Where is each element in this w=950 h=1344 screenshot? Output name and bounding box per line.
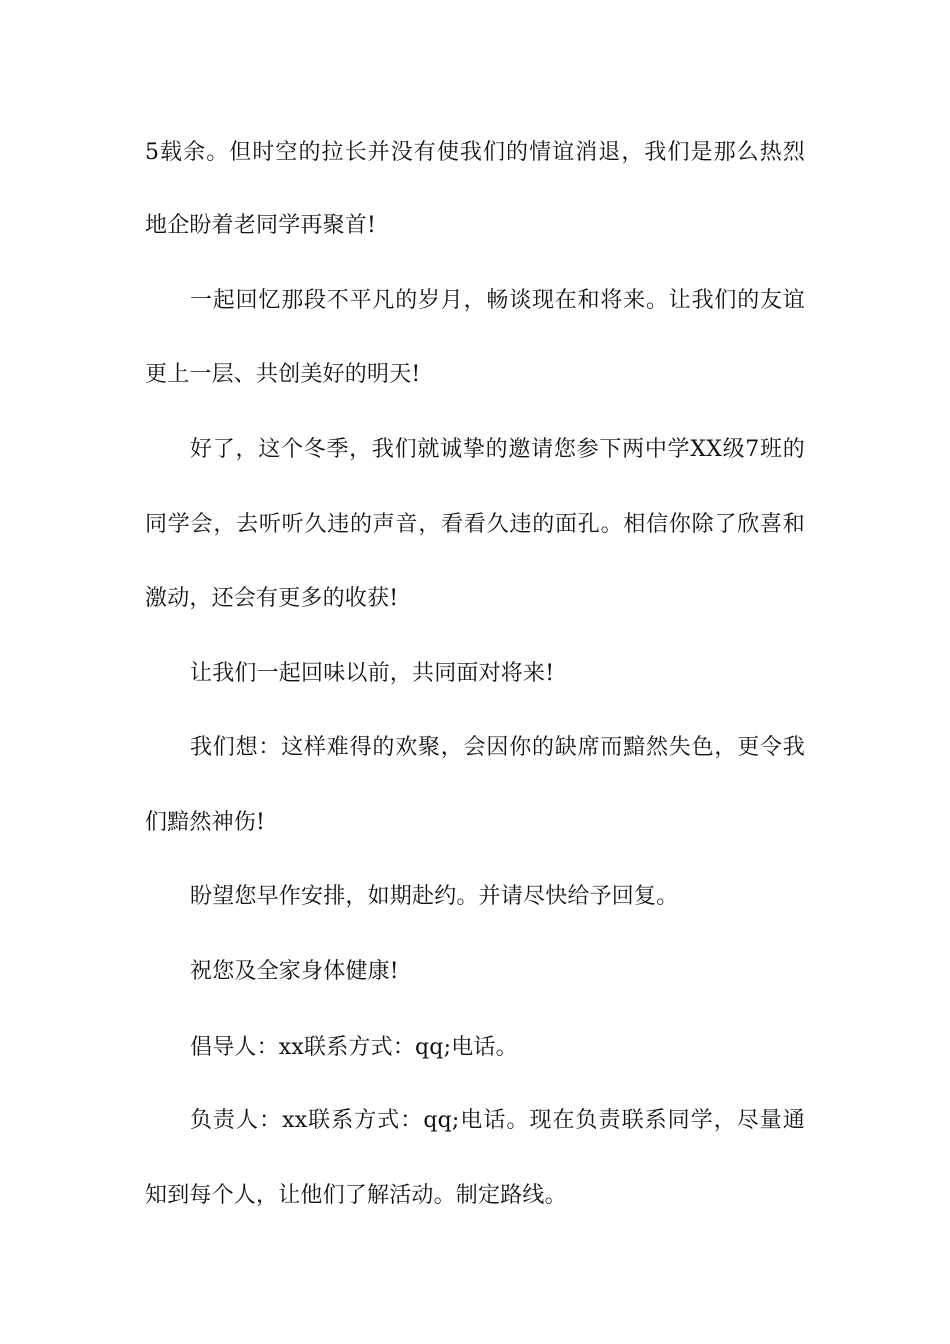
text-line: 同学会，去听听久违的声音，看看久违的面孔。相信你除了欣喜和 (145, 512, 805, 537)
paragraph-first-line: 我们想：这样难得的欢聚，会因你的缺席而黯然失色，更令我 (190, 735, 805, 760)
paragraph-first-line: 祝您及全家身体健康! (190, 959, 399, 984)
text-line: 们黯然神伤! (145, 810, 266, 835)
paragraph-first-line: 好了，这个冬季，我们就诚挚的邀请您参下两中学XX级7班的 (190, 437, 805, 462)
text-line: 地企盼着老同学再聚首! (145, 213, 377, 238)
text-line: 知到每个人，让他们了解活动。制定路线。 (145, 1183, 567, 1208)
text-line: 更上一层、共创美好的明天! (145, 362, 421, 387)
text-line: 激动，还会有更多的收获! (145, 586, 399, 611)
paragraph-first-line: 让我们一起回味以前，共同面对将来! (190, 661, 555, 686)
paragraph-first-line: 倡导人：xx联系方式：qq;电话。 (190, 1035, 518, 1060)
paragraph-first-line: 盼望您早作安排，如期赴约。并请尽快给予回复。 (190, 884, 679, 909)
paragraph-first-line: 一起回忆那段不平凡的岁月，畅谈现在和将来。让我们的友谊 (190, 288, 805, 313)
text-line: 5载余。但时空的拉长并没有使我们的情谊消退，我们是那么热烈 (145, 140, 805, 165)
paragraph-first-line: 负责人：xx联系方式：qq;电话。现在负责联系同学，尽量通 (190, 1108, 805, 1133)
